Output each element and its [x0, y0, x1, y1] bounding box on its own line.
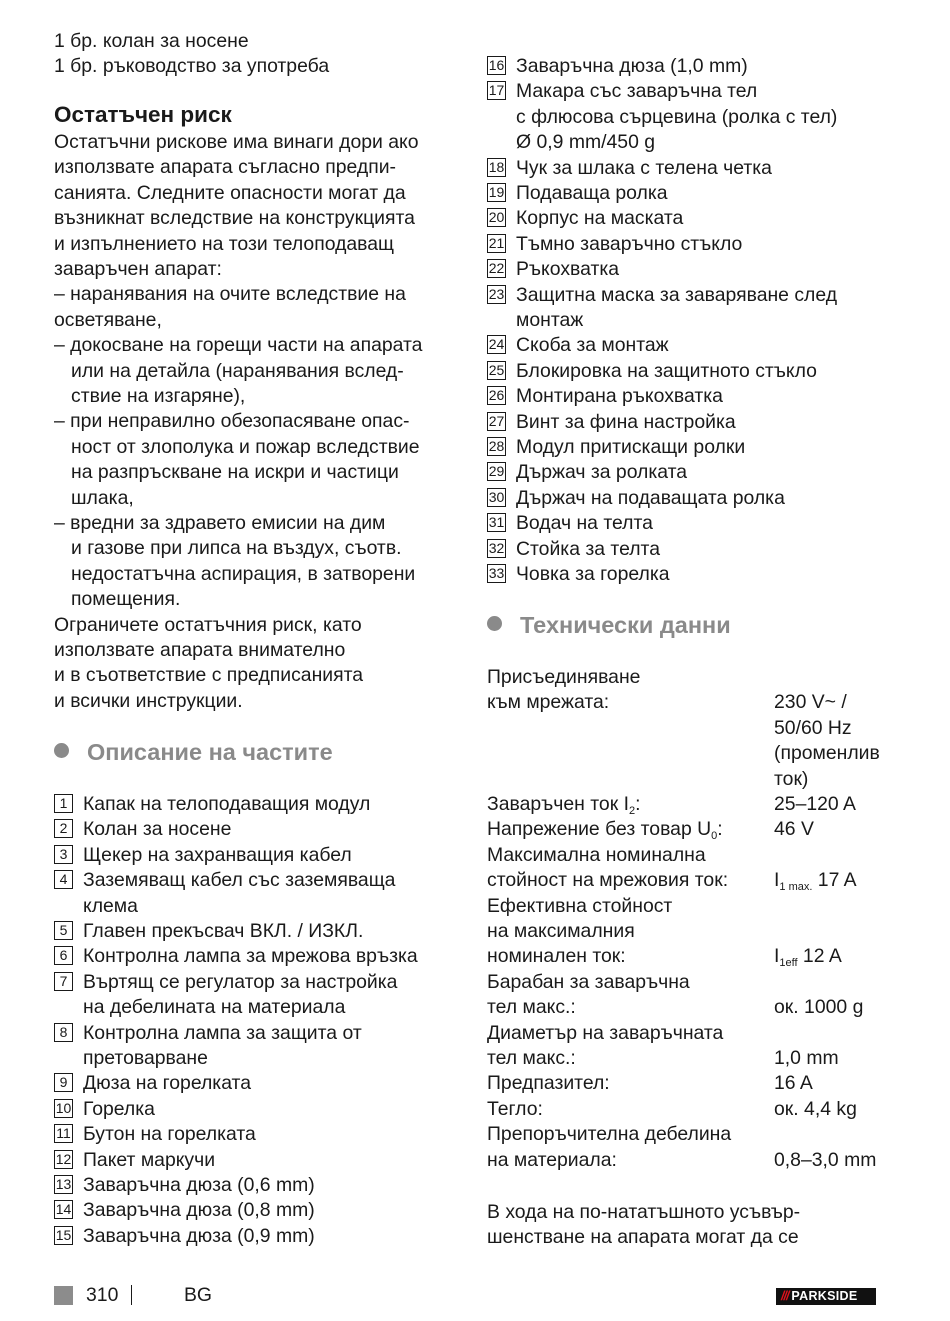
tech-heading-text: Технически данни — [520, 612, 731, 638]
spec-label: Барабан за заваръчна — [487, 970, 690, 993]
bullet-dot-icon — [54, 743, 69, 758]
part-number-badge: 11 — [54, 1124, 73, 1143]
spec-label: Препоръчителна дебелина — [487, 1123, 732, 1146]
part-number-badge: 5 — [54, 921, 73, 940]
risk-text-line: и в съответствие с предписанията — [54, 664, 364, 687]
part-label: Стойка за телта — [516, 537, 660, 560]
part-label: Заваръчна дюза (0,9 mm) — [83, 1224, 315, 1247]
risk-text-line: Остатъчни рискове има винаги дори ако — [54, 131, 419, 153]
part-number-badge: 21 — [488, 234, 505, 251]
part-label: Монтирана ръкохватка — [516, 385, 723, 408]
spec-value: $I_{1 max.}$ 17 A — [774, 869, 857, 894]
part-label: с флюсова сърцевина (ролка с тел) — [516, 105, 838, 128]
risk-text-line: помещения. — [71, 588, 181, 611]
part-label: Горелка — [83, 1097, 155, 1120]
part-number-badge: 1 — [54, 794, 73, 813]
risk-text-line: осветяване, — [54, 308, 162, 331]
logo-text: PARKSIDE — [791, 1289, 858, 1303]
page-footer — [0, 1281, 950, 1309]
part-label: Контролна лампа за мрежова връзка — [83, 945, 418, 968]
spec-label: тел макс.: — [487, 996, 576, 1019]
part-number-badge: 6 — [54, 946, 73, 965]
part-number-badge: 3 — [54, 845, 73, 864]
intro-line: 1 бр. ръководство за употреба — [54, 55, 330, 78]
part-number-badge: 23 — [488, 285, 505, 302]
risk-text-line: санията. Следните опасности могат да — [54, 181, 406, 204]
residual-risk-heading: Остатъчен риск — [54, 102, 232, 127]
part-number-badge: 28 — [488, 438, 505, 454]
part-label: на дебелината на материала — [83, 996, 346, 1019]
part-number-badge: 25 — [488, 361, 505, 378]
risk-text-line: възникнат вследствие на конструкцията — [54, 207, 415, 230]
bullet-dot-icon — [487, 616, 502, 631]
part-number-badge: 31 — [488, 514, 505, 531]
part-label: Ръкохватка — [516, 258, 620, 281]
spec-label: на максималния — [487, 920, 635, 942]
spec-label: на материала: — [487, 1148, 617, 1171]
part-number-badge: 22 — [488, 260, 505, 277]
risk-text-line: Ограничете остатъчния риск, като — [54, 613, 362, 636]
part-number-badge: 27 — [488, 412, 505, 429]
risk-text-line: – вредни за здравето емисии на дим — [54, 512, 386, 534]
part-number-badge: 8 — [54, 1023, 73, 1042]
part-label: Контролна лампа за защита от — [83, 1021, 362, 1044]
footer-square-marker — [54, 1286, 73, 1305]
part-label: Главен прекъсвач ВКЛ. / ИЗКЛ. — [83, 920, 364, 942]
risk-text-line: ствие на изгаряне), — [71, 385, 246, 407]
spec-label: към мрежата: — [487, 691, 610, 714]
footer-separator — [131, 1285, 132, 1305]
part-number-badge: 18 — [488, 158, 505, 175]
part-number-badge: 24 — [488, 336, 505, 353]
part-number-badge: 13 — [55, 1176, 72, 1192]
part-label: Въртящ се регулатор за настройка — [83, 970, 398, 993]
spec-value: ток) — [774, 767, 809, 790]
spec-value: ок. 4,4 kg — [774, 1097, 857, 1120]
closing-text-line: В хода на по-нататъшното усъвър- — [487, 1201, 801, 1223]
part-number-badge: 32 — [488, 539, 505, 556]
spec-value: (променлив — [774, 742, 880, 765]
risk-text-line: използвате апарата съгласно предпи- — [54, 156, 396, 179]
part-number-badge: 26 — [488, 387, 505, 404]
part-number-badge: 10 — [55, 1099, 72, 1116]
spec-value: 230 V~ / — [774, 691, 847, 714]
spec-label: Присъединяване — [487, 666, 641, 688]
spec-label: Максимална номинална — [487, 843, 706, 866]
part-label: Модул притискащи ролки — [516, 436, 746, 458]
logo-stripes: /// — [781, 1289, 789, 1303]
risk-text-line: – наранявания на очите вследствие на — [54, 283, 406, 306]
part-number-badge: 4 — [54, 870, 73, 889]
spec-value: ок. 1000 g — [774, 996, 864, 1019]
part-label: Подаваща ролка — [516, 182, 668, 204]
risk-text-line: или на детайла (наранявания вслед- — [71, 359, 404, 382]
parkside-logo — [776, 1288, 876, 1305]
part-number-badge: 19 — [488, 184, 505, 200]
part-label: Защитна маска за заваряване след — [516, 283, 838, 306]
part-label: Капак на телоподаващия модул — [83, 793, 371, 815]
part-label: Бутон на горелката — [83, 1123, 256, 1146]
spec-value: 46 V — [774, 818, 814, 841]
language-code: BG — [184, 1284, 213, 1306]
risk-text-line: на разпръскване на искри и частици — [71, 461, 399, 484]
risk-text-line: и всички инструкции. — [54, 689, 243, 712]
risk-text-line: и изпълнението на този телоподаващ — [54, 232, 394, 255]
risk-text-line: шлака, — [71, 486, 134, 509]
part-label: Заземяващ кабел със заземяваща — [83, 869, 396, 892]
spec-value: 1,0 mm — [774, 1047, 839, 1069]
part-number-badge: 9 — [54, 1073, 73, 1092]
part-label: претоварване — [83, 1047, 208, 1069]
part-number-badge: 15 — [55, 1226, 72, 1243]
spec-label: Заваръчен ток $I_2$: — [487, 793, 641, 817]
spec-label: Напрежение без товар $U_0$: — [487, 818, 723, 843]
page-number: 310 — [86, 1284, 119, 1306]
part-label: Колан за носене — [83, 818, 232, 841]
tech-data-heading — [487, 610, 731, 640]
part-label: Корпус на маската — [516, 207, 684, 230]
part-label: Щекер на захранващия кабел — [83, 843, 352, 866]
spec-label: тел макс.: — [487, 1047, 576, 1069]
part-label: клема — [83, 894, 138, 917]
part-label: Винт за фина настройка — [516, 410, 736, 433]
risk-text-line: използвате апарата внимателно — [54, 639, 346, 661]
spec-label: Диаметър на заваръчната — [487, 1021, 724, 1044]
spec-label: Предпазител: — [487, 1072, 610, 1095]
part-number-badge: 20 — [488, 209, 505, 226]
part-label: Заваръчна дюза (0,8 mm) — [83, 1199, 315, 1222]
parts-heading-text: Описание на частите — [87, 739, 333, 765]
spec-value: 16 A — [774, 1072, 813, 1095]
part-label: монтаж — [516, 309, 584, 331]
spec-label: номинален ток: — [487, 945, 626, 968]
part-number-badge: 7 — [54, 972, 73, 991]
risk-text-line: – при неправилно обезопасяване опас- — [54, 410, 410, 433]
part-label: Човка за горелка — [516, 563, 670, 585]
part-number-badge: 14 — [55, 1201, 72, 1218]
part-label: Държач на подаващата ролка — [516, 486, 785, 509]
part-label: Тъмно заваръчно стъкло — [516, 232, 743, 255]
spec-value: 0,8–3,0 mm — [774, 1148, 877, 1171]
parts-heading — [54, 737, 333, 767]
part-number-badge: 16 — [488, 57, 505, 73]
risk-text-line: недостатъчна аспирация, в затворени — [71, 562, 416, 585]
part-number-badge: 2 — [54, 819, 73, 838]
part-label: Държач за ролката — [516, 461, 688, 484]
part-label: Дюза на горелката — [83, 1072, 252, 1095]
part-label: Скоба за монтаж — [516, 334, 669, 357]
spec-value: 25–120 A — [774, 793, 856, 815]
risk-text-line: заваръчен апарат: — [54, 258, 222, 280]
part-number-badge: 17 — [488, 82, 505, 99]
part-label: Заваръчна дюза (1,0 mm) — [516, 55, 748, 77]
spec-value: 50/60 Hz — [774, 716, 852, 739]
part-number-badge: 30 — [488, 488, 505, 505]
closing-text-line: шенстване на апарата могат да се — [487, 1226, 799, 1249]
spec-label: стойност на мрежовия ток: — [487, 869, 729, 892]
part-label: Заваръчна дюза (0,6 mm) — [83, 1174, 315, 1196]
spec-label: Тегло: — [487, 1097, 543, 1120]
part-number-badge: 12 — [55, 1150, 72, 1167]
risk-text-line: и газове при липса на въздух, съотв. — [71, 537, 402, 560]
risk-text-line: – докосване на горещи части на апарата — [54, 334, 423, 357]
part-label: Пакет маркучи — [83, 1148, 216, 1171]
spec-label: Ефективна стойност — [487, 894, 673, 917]
spec-value: $I_{1eff}$ 12 A — [774, 945, 842, 970]
part-label: Чук за шлака с телена четка — [516, 156, 772, 179]
part-number-badge: 29 — [488, 463, 505, 480]
part-label: Макара със заваръчна тел — [516, 80, 758, 103]
part-label: Блокировка на защитното стъкло — [516, 359, 817, 382]
risk-text-line: ност от злополука и пожар вследствие — [71, 435, 420, 458]
part-label: Ø 0,9 mm/450 g — [516, 131, 656, 154]
intro-line: 1 бр. колан за носене — [54, 30, 249, 52]
part-number-badge: 33 — [488, 565, 505, 581]
part-label: Водач на телта — [516, 512, 653, 535]
